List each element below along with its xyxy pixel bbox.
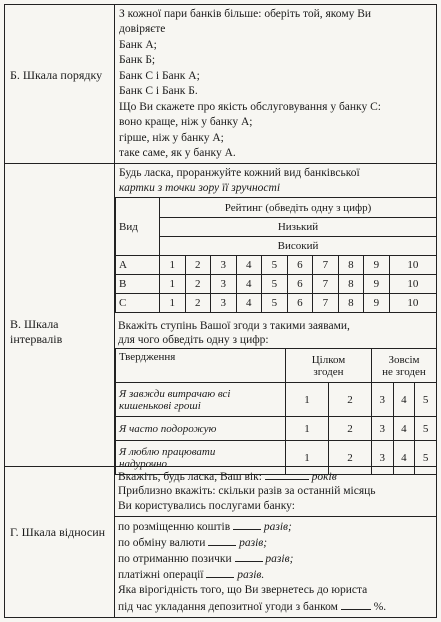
statement-text-line1: Я завжди витрачаю всі [119, 387, 231, 400]
rating-option[interactable]: 4 [236, 256, 262, 275]
table-row [116, 383, 437, 417]
agree-option[interactable]: 4 [393, 417, 415, 441]
rating-option[interactable]: 9 [364, 294, 390, 313]
opt-input[interactable] [206, 567, 234, 578]
opt-input[interactable] [235, 551, 263, 562]
row-name: С [116, 294, 160, 313]
prob-line1: Яка вірогідність того, що Ви звернетесь до юриста [118, 584, 368, 596]
row-name: А [116, 256, 160, 275]
rating-option[interactable]: 3 [211, 256, 237, 275]
opt-line-4 [118, 567, 264, 583]
agree-option[interactable]: 5 [415, 417, 437, 441]
disagree-header-line1: Зовсім [388, 353, 420, 366]
rating-option[interactable]: 6 [287, 294, 313, 313]
rating-low: Низький [160, 218, 437, 237]
b-line: таке саме, як у банку А. [119, 147, 236, 159]
agree-option[interactable]: 2 [328, 417, 371, 441]
rating-option[interactable]: 2 [185, 275, 211, 294]
rating-option[interactable]: 1 [160, 275, 186, 294]
rating-vid-header: Вид [116, 198, 160, 256]
b-line: Банк С і Банк Б. [119, 85, 198, 97]
b-line: гірше, ніж у банку А; [119, 132, 224, 144]
agree-option[interactable]: 3 [371, 417, 393, 441]
statement-text-line2: кишенькові гроші [119, 399, 201, 412]
rating-option[interactable]: 8 [338, 294, 364, 313]
rating-option[interactable]: 1 [160, 256, 186, 275]
disagree-header-line2: не згоден [382, 365, 426, 378]
rating-high: Високий [160, 237, 437, 256]
rating-option[interactable]: 6 [287, 256, 313, 275]
agree-intro-line1: Вкажіть ступінь Вашої згоди з такими заявами, [118, 320, 350, 332]
v-intro-line1: Будь ласка, проранжуйте кожний вид банківської [119, 167, 360, 179]
disagree-header [371, 349, 436, 383]
table-row [116, 294, 437, 313]
agree-option[interactable]: 1 [286, 417, 329, 441]
rating-table [115, 197, 437, 313]
prob-question: під час укладання депозитної угоди з банком [118, 601, 338, 613]
rating-option[interactable]: 7 [313, 275, 339, 294]
opt-line-1 [118, 519, 292, 535]
rating-option[interactable]: 2 [185, 256, 211, 275]
prob-unit: %. [373, 601, 387, 613]
rating-option[interactable]: 7 [313, 294, 339, 313]
rating-header: Рейтинг (обведіть одну з цифр) [160, 198, 437, 218]
rating-option[interactable]: 4 [236, 294, 262, 313]
section-v-label: В. Шкала інтервалів [10, 317, 63, 346]
opt-input[interactable] [233, 519, 261, 530]
opt-line-2 [118, 535, 267, 551]
age-line [118, 469, 337, 485]
statement-cell: Я часто подорожую [116, 417, 286, 441]
rating-option[interactable]: 5 [262, 275, 288, 294]
opt-unit: разів; [263, 521, 292, 533]
agree-option[interactable]: 5 [415, 383, 437, 417]
rating-option[interactable]: 4 [236, 275, 262, 294]
b-line: воно краще, ніж у банку А; [119, 116, 253, 128]
agree-option[interactable]: 4 [393, 441, 415, 475]
agree-option[interactable]: 3 [371, 441, 393, 475]
opt-line-3 [118, 551, 293, 567]
age-question: Вкажіть, будь ласка, Ваш вік: [118, 471, 262, 483]
agreement-table [115, 348, 437, 475]
agree-header [286, 349, 372, 383]
b-line: Що Ви скажете про якість обслуговування у банку С: [119, 101, 381, 113]
b-line: Банк Б; [119, 54, 156, 66]
agree-intro-line2: для чого обведіть одну з цифр: [118, 334, 269, 346]
statement-text-line1: Я люблю працювати [119, 445, 216, 458]
table-row [116, 417, 437, 441]
agree-option[interactable]: 2 [328, 383, 371, 417]
v-intro-line2: картки з точки зору її зручності [119, 182, 281, 194]
rating-option[interactable]: 8 [338, 256, 364, 275]
rating-option[interactable]: 6 [287, 275, 313, 294]
rating-option[interactable]: 7 [313, 256, 339, 275]
prob-line2 [118, 599, 386, 615]
row-name: В [116, 275, 160, 294]
agree-option[interactable]: 4 [393, 383, 415, 417]
row-divider-g [114, 516, 437, 517]
row-divider-b [4, 163, 437, 164]
b-line: Банк С і Банк А; [119, 70, 200, 82]
agree-option[interactable]: 5 [415, 441, 437, 475]
rating-option[interactable]: 5 [262, 256, 288, 275]
rating-option[interactable]: 1 [160, 294, 186, 313]
agree-option[interactable]: 3 [371, 383, 393, 417]
b-line: Банк А; [119, 39, 157, 51]
agree-option[interactable]: 1 [286, 383, 329, 417]
opt-unit: разів; [239, 537, 268, 549]
section-b-label: Б. Шкала порядку [10, 68, 103, 82]
rating-option[interactable]: 5 [262, 294, 288, 313]
rating-option[interactable]: 9 [364, 275, 390, 294]
section-g-label: Г. Шкала відносин [10, 525, 106, 539]
agree-header-line1: Цілком [311, 353, 346, 366]
age-input[interactable] [265, 469, 309, 480]
table-row [116, 275, 437, 294]
rating-option[interactable]: 10 [389, 294, 436, 313]
age-unit: років [311, 471, 337, 483]
rating-option[interactable]: 10 [389, 256, 436, 275]
b-line: З кожної пари банків більше: оберіть той, якому Ви [119, 8, 372, 20]
table-row [116, 256, 437, 275]
statement-text-line2: надурочно [119, 457, 168, 470]
statement-cell [116, 383, 286, 417]
statement-header: Твердження [116, 349, 286, 383]
times-line1: Приблизно вкажіть: скільки разів за останній місяць [118, 485, 376, 497]
times-line2: Ви користувались послугами банку: [118, 500, 295, 512]
prob-input[interactable] [341, 599, 371, 610]
agree-header-line2: згоден [313, 365, 344, 378]
rating-option[interactable]: 10 [389, 275, 436, 294]
rating-option[interactable]: 8 [338, 275, 364, 294]
agree-option[interactable]: 1 [286, 441, 329, 475]
opt-unit: разів. [237, 569, 265, 581]
b-line: довіряєте [119, 23, 166, 35]
opt-label: по розміщенню коштів [118, 521, 231, 533]
rating-option[interactable]: 9 [364, 256, 390, 275]
agree-option[interactable]: 2 [328, 441, 371, 475]
opt-label: по отриманню позички [118, 553, 232, 565]
rating-option[interactable]: 3 [211, 294, 237, 313]
opt-input[interactable] [208, 535, 236, 546]
rating-option[interactable]: 2 [185, 294, 211, 313]
opt-label: по обміну валюти [118, 537, 206, 549]
rating-option[interactable]: 3 [211, 275, 237, 294]
opt-label: платіжні операції [118, 569, 204, 581]
opt-unit: разів; [265, 553, 294, 565]
